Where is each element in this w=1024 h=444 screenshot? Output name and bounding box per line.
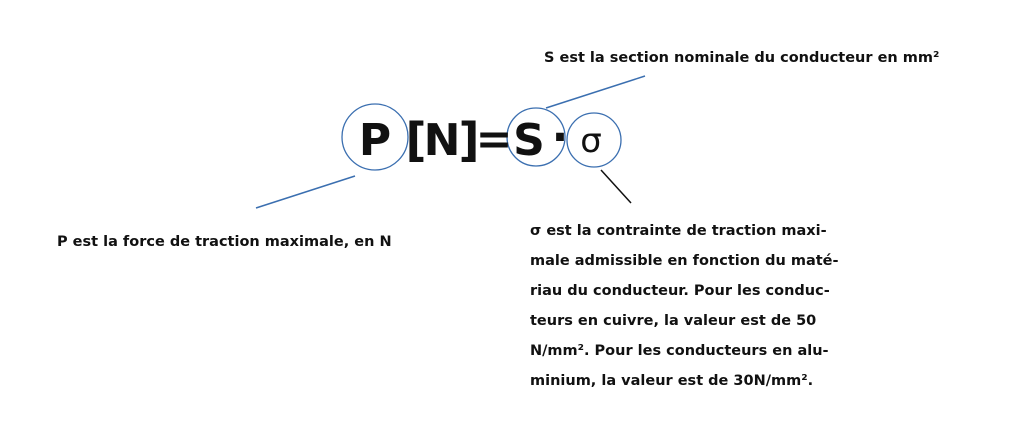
formula-bracket-open: [ (405, 113, 427, 167)
sigma-annotation-line: minium, la valeur est de 30N/mm². (530, 373, 814, 389)
sigma-annotation-line: σ est la contrainte de traction maxi- (530, 223, 827, 239)
sigma-annotation-label (530, 216, 870, 396)
formula-p: P (358, 115, 392, 166)
formula-n: N (423, 115, 461, 166)
p-connector-line (256, 176, 355, 208)
sigma-annotation-line: N/mm². Pour les conducteurs en alu- (530, 343, 829, 359)
formula-equals: = (475, 114, 513, 165)
formula-bracket-close: ] (458, 113, 480, 167)
sigma-annotation-line: teurs en cuivre, la valeur est de 50 (530, 313, 817, 329)
sigma-annotation-line: riau du conducteur. Pour les conduc- (530, 283, 830, 299)
sigma-connector-line (601, 170, 631, 203)
sigma-annotation-line: male admissible en fonction du maté- (530, 253, 839, 269)
p-annotation-label: P est la force de traction maximale, en N (57, 234, 392, 250)
formula-s: S (513, 115, 545, 166)
s-annotation-label: S est la section nominale du conducteur en mm² (544, 50, 940, 66)
formula-dot: · (551, 112, 569, 163)
formula-sigma: σ (580, 121, 602, 161)
s-connector-line (546, 76, 645, 108)
